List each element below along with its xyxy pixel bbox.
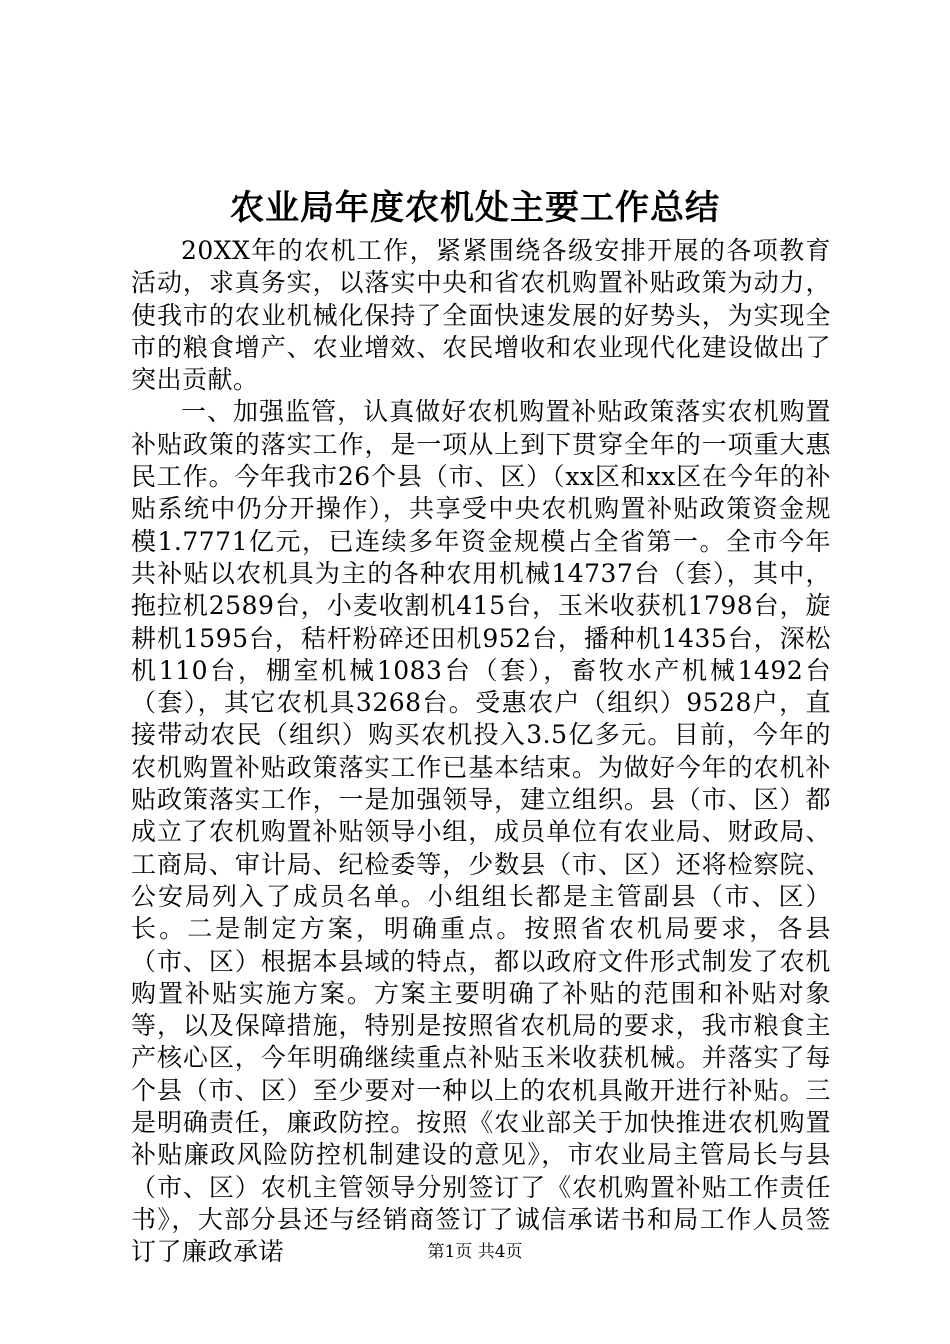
paragraph-intro: 20XX年的农机工作，紧紧围绕各级安排开展的各项教育活动，求真务实，以落实中央和省农机购置补贴政策为动力，使我市的农业机械化保持了全面快速发展的好势头，为实现全市的粮食增产、农业增效、农民增收和农业现代化建设做出了突出贡献。 (131, 236, 831, 395)
page-number-footer: 第1页 共4页 (427, 1242, 523, 1262)
document-body (131, 235, 831, 1269)
paragraph-section-one: 一、加强监管，认真做好农机购置补贴政策落实农机购置补贴政策的落实工作，是一项从上到下贯穿全年的一项重大惠民工作。今年我市26个县（市、区）（xx区和xx区在今年的补贴系统中仍分开操作），共享受中央农机购置补贴政策资金规模1.7771亿元，已连续多年资金规模占全省第一。全市今年共补贴以农机具为主的各种农用机械14737台（套），其中，拖拉机2589台，小麦收割机415台，玉米收获机1798台，旋耕机1595台，秸杆粉碎还田机952台，播种机1435台，深松机110台，棚室机械1083台（套），畜牧水产机械1492台（套），其它农机具3268台。受惠农户（组织）9528户，直接带动农民（组织）购买农机投入3.5亿多元。目前，今年的农机购置补贴政策落实工作已基本结束。为做好今年的农机补贴政策落实工作，一是加强领导，建立组织。县（市、区）都成立了农机购置补贴领导小组，成员单位有农业局、财政局、工商局、审计局、纪检委等，少数县（市、区）还将检察院、公安局列入了成员名单。小组组长都是主管副县（市、区）长。二是制定方案，明确重点。按照省农机局要求，各县（市、区）根据本县域的特点，都以政府文件形式制发了农机购置补贴实施方案。方案主要明确了补贴的范围和补贴对象等，以及保障措施，特别是按照省农机局的要求，我市粮食主产核心区，今年明确继续重点补贴玉米收获机械。并落实了每个县（市、区）至少要对一种以上的农机具敞开进行补贴。三是明确责任，廉政防控。按照《农业部关于加快推进农机购置补贴廉政风险防控机制建设的意见》，市农业局主管局长与县（市、区）农机主管领导分别签订了《农机购置补贴工作责任书》，大部分县还与经销商签订了诚信承诺书和局工作人员签订了廉政承诺 (131, 397, 831, 1267)
document-title: 农业局年度农机处主要工作总结 (230, 188, 720, 228)
